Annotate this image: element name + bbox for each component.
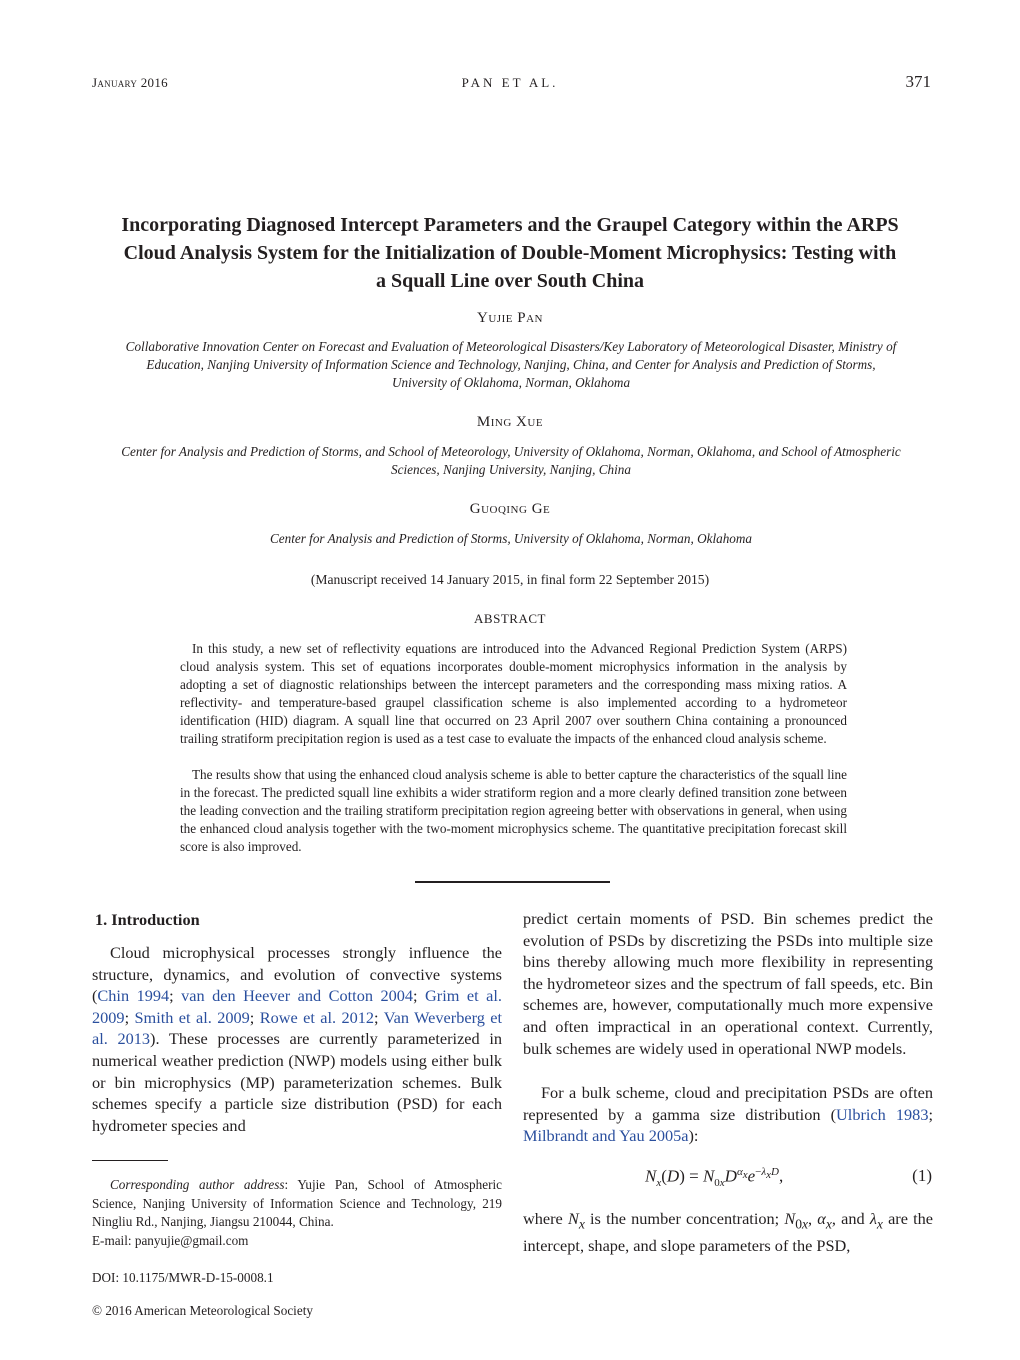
manuscript-received: (Manuscript received 14 January 2015, in final form 22 September 2015) [310, 572, 710, 587]
citation-link[interactable]: van den Heever and Cotton 2004 [181, 986, 414, 1006]
citation-link[interactable]: Milbrandt and Yau 2005a [523, 1126, 689, 1146]
body-text: ). These processes are currently parameterized in numerical weather prediction (NWP) models using either bulk or bin microphysics (MP) parameterization schemes. Bulk schemes specify a particle size distribution (PSD) for each hydrometer species and [92, 1029, 502, 1135]
body-text: , and [831, 1209, 870, 1228]
author-affiliation: Center for Analysis and Prediction of Storms, and School of Meteorology, University of Oklahoma, Norman, Oklahoma, and School of Atmospheric Sciences, Nanjing University, Nanjing, China [121, 444, 901, 477]
page-number: 371 [905, 72, 931, 91]
body-text: For a bulk scheme, cloud and precipitation PSDs are often represented by a gamma size distribution ( [523, 1083, 933, 1124]
citation-link[interactable]: Smith et al. 2009 [134, 1007, 250, 1027]
running-header-date: January 2016 [92, 75, 168, 90]
footnote-text: : Yujie Pan, School of Atmospheric Science, Nanjing University of Information Science and Technology, 219 Ningliu Rd., Nanjing, Jiangsu 210044, China. [92, 1177, 502, 1229]
citation-link[interactable]: Chin 1994 [97, 986, 170, 1006]
author-affiliation: Collaborative Innovation Center on Forecast and Evaluation of Meteorological Disasters/Key Laboratory of Meteorological Disaster, Ministry of Education, Nanjing University of Information Science and Technology, Nanjing, China, and Center for Analysis and Prediction of Storms, University of Oklahoma, Norman, Oklahoma [125, 339, 897, 390]
footnote-email: E-mail: panyujie@gmail.com [92, 1232, 249, 1248]
copyright: © 2016 American Meteorological Society [92, 1303, 313, 1318]
footnote-label: Corresponding author address [110, 1177, 285, 1192]
author-affiliation: Center for Analysis and Prediction of Storms, University of Oklahoma, Norman, Oklahoma [269, 531, 753, 546]
body-text: ): [688, 1126, 699, 1146]
body-text: are the intercept, shape, and slope parameters of the PSD, [523, 1209, 934, 1255]
body-text: is the number concentration; [584, 1209, 785, 1228]
section-heading: 1. Introduction [95, 910, 200, 929]
body-text: Cloud microphysical processes strongly influence the structure, dynamics, and evolution of convective systems ( [92, 943, 502, 1006]
equation: $N_x(D) = N_{0x}D^{\alpha_x}e^{-\lambda_xD}$, [645, 1166, 784, 1190]
footnote [92, 1176, 502, 1250]
equation-number: (1) [912, 1166, 932, 1185]
body-text: where [523, 1209, 568, 1228]
doi: DOI: 10.1175/MWR-D-15-0008.1 [92, 1270, 274, 1285]
footnote-divider [92, 1160, 168, 1161]
citation-link[interactable]: Ulbrich 1983 [836, 1104, 929, 1124]
footnote-address [92, 1176, 502, 1232]
running-header-authors: PAN ET AL. [461, 75, 559, 90]
author-name: Ming Xue [476, 414, 544, 430]
body-paragraph: where $N_x$ is the number concentration; $N_{0x}$, $\alpha_x$, and $\lambda_x$ are the intercept, shape, and slope parameters of the PSD, [523, 1209, 934, 1255]
citation-link[interactable]: Rowe et al. 2012 [259, 1007, 375, 1027]
author-name: Yujie Pan [477, 310, 543, 326]
author-name: Guoqing Ge [469, 501, 551, 517]
abstract-paragraph: The results show that using the enhanced cloud analysis scheme is able to better capture the characteristics of the squall line in the forecast. The predicted squall line exhibits a wider stratiform region and a more clearly defined transition zone between the leading convection and the trailing stratiform precipitation region agreeing better with observations in general, when using the enhanced cloud analysis together with the two-moment microphysics scheme. The quantitative precipitation forecast skill score is also improved. [180, 767, 847, 854]
section-divider [415, 881, 610, 883]
intro-paragraph: Cloud microphysical processes strongly influence the structure, dynamics, and evolution of convective systems (Chin 1994; van den Heever and Cotton 2004; Grim et al. 2009; Smith et al. 2009; Rowe et al. 2012; Van Weverberg et al. 2013). These processes are currently parameterized in numerical weather prediction (NWP) models using either bulk or bin microphysics (MP) parameterization schemes. Bulk schemes specify a particle size distribution (PSD) for each hydrometer species and [92, 943, 502, 1135]
body-paragraph: predict certain moments of PSD. Bin schemes predict the evolution of PSDs by discretizing the PSDs into multiple size bins thereby allowing much more flexibility in representing the hydrometeor sizes and the spectrum of fall speeds, etc. Bin schemes are, however, computationally much more expensive and often impractical in an operational context. Currently, bulk schemes are widely used in operational NWP models. [523, 909, 933, 1058]
abstract-paragraph: In this study, a new set of reflectivity equations are introduced into the Advanced Regional Prediction System (ARPS) cloud analysis system. This set of equations incorporates double-moment microphysics information in the analysis by adopting a set of diagnostic relationships between the intercept parameters and the corresponding mass mixing ratios. A reflectivity- and temperature-based graupel classification scheme is also implemented according to a hydrometeor identification (HID) diagram. A squall line that occurred on 23 April 2007 over southern China containing a pronounced trailing stratiform precipitation region is used as a test case to evaluate the impacts of the enhanced cloud analysis scheme. [180, 641, 847, 746]
body-paragraph: For a bulk scheme, cloud and precipitation PSDs are often represented by a gamma size distribution (Ulbrich 1983; Milbrandt and Yau 2005a): [523, 1083, 933, 1146]
citation-link[interactable]: Grim et al. 2009 [92, 986, 502, 1027]
paper-title: Incorporating Diagnosed Intercept Parameters and the Graupel Category within the ARPS Cloud Analysis System for the Initialization of Double-Moment Microphysics: Testing with a Squall Line over South China [121, 214, 899, 292]
citation-link[interactable]: Van Weverberg et al. 2013 [92, 1007, 502, 1049]
abstract-heading: ABSTRACT [474, 611, 546, 626]
